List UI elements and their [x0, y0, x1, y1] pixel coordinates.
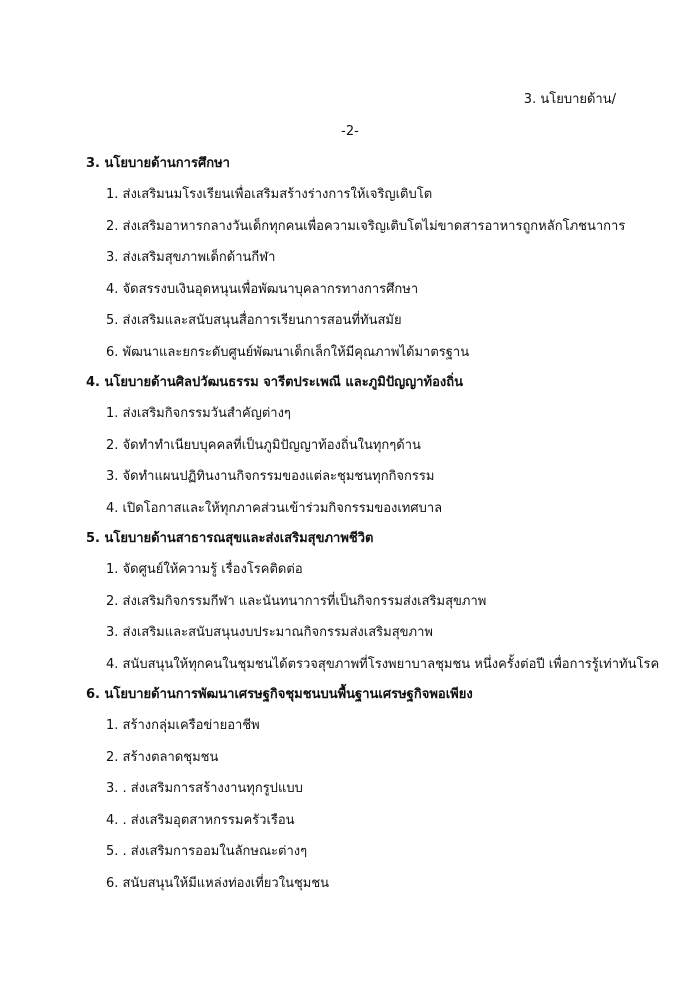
section-title: 5. นโยบายด้านสาธารณสุขและส่งเสริมสุขภาพชีวิต: [86, 531, 374, 546]
list-item: 3. ส่งเสริมและสนับสนุนงบประมาณกิจกรรมส่งเสริมสุขภาพ: [106, 625, 433, 640]
list-item: 1. ส่งเสริมกิจกรรมวันสำคัญต่างๆ: [106, 406, 291, 421]
list-item: 3. . ส่งเสริมการสร้างงานทุกรูปแบบ: [106, 781, 303, 796]
section-economy: [86, 680, 646, 899]
list-item: 4. เปิดโอกาสและให้ทุกภาคส่วนเข้าร่วมกิจกรรมของเทศบาล: [106, 500, 443, 516]
list-item: 1. จัดศูนย์ให้ความรู้ เรื่องโรคติดต่อ: [106, 562, 303, 577]
list-item: 1. ส่งเสริมนมโรงเรียนเพื่อเสริมสร้างร่างการให้เจริญเติบโต: [106, 187, 433, 202]
section-culture: [86, 368, 646, 524]
section-public-health: [86, 524, 660, 680]
list-item: 2. สร้างตลาดชุมชน: [106, 749, 219, 765]
list-item: 6. สนับสนุนให้มีแหล่งท่องเที่ยวในชุมชน: [106, 875, 330, 891]
list-item: 5. . ส่งเสริมการออมในลักษณะต่างๆ: [106, 844, 308, 859]
list-item: 3. ส่งเสริมสุขภาพเด็กด้านกีฬา: [106, 250, 276, 265]
section-title: 3. นโยบายด้านการศึกษา: [86, 156, 230, 171]
document-body: [86, 149, 660, 899]
section-title: 4. นโยบายด้านศิลปวัฒนธรรม จารีตประเพณี และภูมิปัญญาท้องถิ่น: [86, 375, 463, 390]
continuation-reference: 3. นโยบายด้าน/: [523, 92, 616, 107]
list-item: 2. ส่งเสริมอาหารกลางวันเด็กทุกคนเพื่อความเจริญเติบโตไม่ขาดสารอาหารถูกหลักโภชนาการ: [106, 218, 626, 234]
list-item: 4. สนับสนุนให้ทุกคนในชุมชนได้ตรวจสุขภาพที่โรงพยาบาลชุมชน หนึ่งครั้งต่อปี เพื่อการรู้เท่าทันโรค: [106, 656, 660, 672]
list-item: 2. จัดทำทำเนียบบุคคลที่เป็นภูมิปัญญาท้องถิ่นในทุกๆด้าน: [106, 437, 421, 453]
list-item: 5. ส่งเสริมและสนับสนุนสื่อการเรียนการสอนที่ทันสมัย: [106, 313, 402, 328]
section-title: 6. นโยบายด้านการพัฒนาเศรษฐกิจชุมชนบนพื้นฐานเศรษฐกิจพอเพียง: [86, 687, 473, 702]
list-item: 1. สร้างกลุ่มเครือข่ายอาชีพ: [106, 718, 260, 733]
list-item: 6. พัฒนาและยกระดับศูนย์พัฒนาเด็กเล็กให้มีคุณภาพได้มาตรฐาน: [106, 344, 470, 360]
page-number: -2-: [341, 124, 359, 139]
section-education: [86, 149, 646, 368]
list-item: 4. จัดสรรงบเงินอุดหนุนเพื่อพัฒนาบุคลากรทางการศึกษา: [106, 281, 419, 297]
list-item: 3. จัดทำแผนปฏิทินงานกิจกรรมของแต่ละชุมชนทุกกิจกรรม: [106, 469, 435, 484]
list-item: 2. ส่งเสริมกิจกรรมกีฬา และนันทนาการที่เป็นกิจกรรมส่งเสริมสุขภาพ: [106, 593, 487, 609]
list-item: 4. . ส่งเสริมอุตสาหกรรมครัวเรือน: [106, 812, 295, 828]
